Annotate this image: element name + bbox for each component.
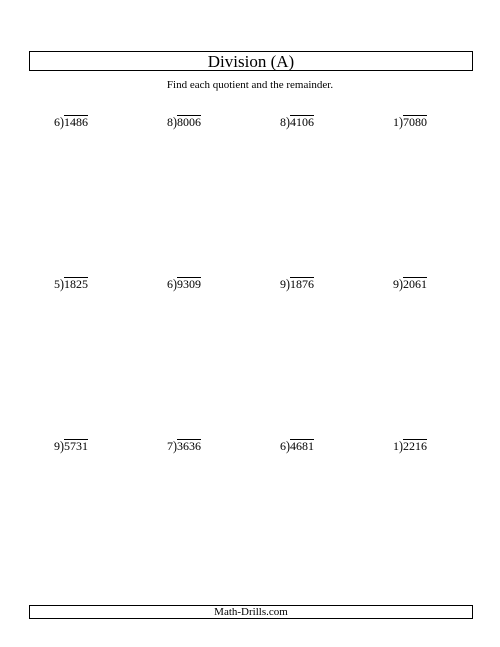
division-bracket-icon: ): [60, 438, 64, 454]
division-problem-5: [54, 277, 88, 291]
division-bracket-icon: ): [399, 438, 403, 454]
division-problem-10: [167, 439, 201, 453]
footer-credit: Math-Drills.com: [29, 605, 473, 619]
division-bracket-icon: ): [60, 114, 64, 130]
dividend: 4681: [290, 439, 314, 453]
dividend: 8006: [177, 115, 201, 129]
divisor: 9: [280, 277, 286, 291]
division-bracket-icon: ): [60, 276, 64, 292]
dividend: 1825: [64, 277, 88, 291]
dividend: 3636: [177, 439, 201, 453]
division-problem-4: [393, 115, 427, 129]
divisor: 1: [393, 115, 399, 129]
worksheet-title: Division (A): [29, 51, 473, 71]
divisor: 6: [167, 277, 173, 291]
dividend: 1486: [64, 115, 88, 129]
divisor: 9: [54, 439, 60, 453]
division-problem-6: [167, 277, 201, 291]
division-problem-3: [280, 115, 314, 129]
divisor: 6: [280, 439, 286, 453]
dividend: 9309: [177, 277, 201, 291]
division-bracket-icon: ): [399, 276, 403, 292]
divisor: 8: [167, 115, 173, 129]
dividend: 2216: [403, 439, 427, 453]
division-problem-1: [54, 115, 88, 129]
divisor: 8: [280, 115, 286, 129]
divisor: 7: [167, 439, 173, 453]
division-bracket-icon: ): [286, 276, 290, 292]
division-problem-9: [54, 439, 88, 453]
division-problem-7: [280, 277, 314, 291]
division-problem-8: [393, 277, 427, 291]
dividend: 4106: [290, 115, 314, 129]
division-bracket-icon: ): [399, 114, 403, 130]
division-problem-11: [280, 439, 314, 453]
division-bracket-icon: ): [173, 438, 177, 454]
dividend: 1876: [290, 277, 314, 291]
divisor: 6: [54, 115, 60, 129]
divisor: 1: [393, 439, 399, 453]
division-bracket-icon: ): [173, 114, 177, 130]
divisor: 5: [54, 277, 60, 291]
dividend: 7080: [403, 115, 427, 129]
division-problem-12: [393, 439, 427, 453]
division-problem-2: [167, 115, 201, 129]
division-bracket-icon: ): [286, 114, 290, 130]
dividend: 2061: [403, 277, 427, 291]
divisor: 9: [393, 277, 399, 291]
worksheet-instructions: Find each quotient and the remainder.: [166, 79, 334, 91]
division-bracket-icon: ): [173, 276, 177, 292]
dividend: 5731: [64, 439, 88, 453]
division-bracket-icon: ): [286, 438, 290, 454]
